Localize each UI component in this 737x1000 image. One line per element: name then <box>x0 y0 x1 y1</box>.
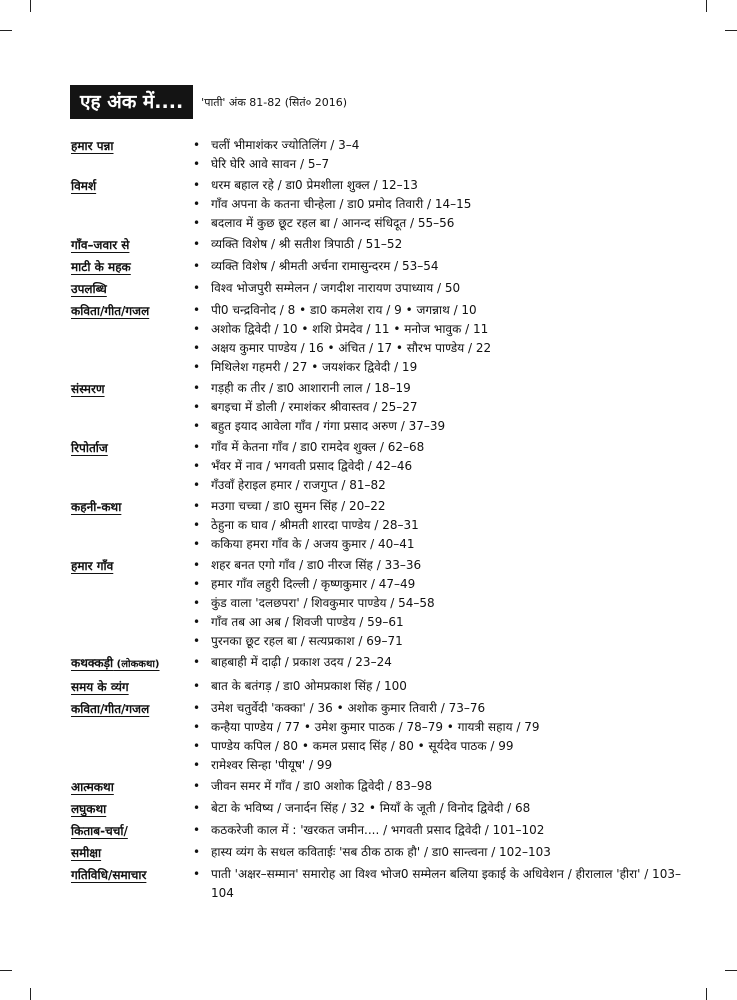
toc-section <box>71 799 681 819</box>
toc-section <box>71 301 681 377</box>
toc-entry <box>193 358 681 377</box>
toc-entry <box>193 195 681 214</box>
toc-entry <box>193 320 681 339</box>
section-entries <box>193 438 681 495</box>
section-title <box>71 821 193 841</box>
section-entries <box>193 821 681 841</box>
bullet-icon: • <box>193 178 201 192</box>
entry-text: शहर बनत एगो गाँव / डा0 नीरज सिंह / 33–36 <box>211 558 422 572</box>
entry-text: बदलाव में कुछ छूट रहल बा / आनन्द संधिदूत / 55–56 <box>211 216 455 230</box>
entry-text: रामेश्वर सिन्हा 'पीयूष' / 99 <box>211 758 333 772</box>
toc-section <box>71 257 681 277</box>
toc-section <box>71 777 681 797</box>
bullet-icon: • <box>193 499 201 513</box>
toc-section <box>71 497 681 554</box>
toc-entry <box>193 756 681 775</box>
entry-text: पाण्डेय कपिल / 80 • कमल प्रसाद सिंह / 80 • सूर्यदेव पाठक / 99 <box>211 739 514 753</box>
entry-text: बगइचा में डोली / रमाशंकर श्रीवास्तव / 25–27 <box>211 400 418 414</box>
bullet-icon: • <box>193 419 201 433</box>
toc-entry <box>193 821 681 840</box>
entry-text: विश्व भोजपुरी सम्मेलन / जगदीश नारायण उपाध्याय / 50 <box>211 281 461 295</box>
entry-text: जीवन समर में गाँव / डा0 अशोक द्विवेदी / 83–98 <box>211 779 433 793</box>
bullet-icon: • <box>193 478 201 492</box>
bullet-icon: • <box>193 679 201 693</box>
entry-text: व्यक्ति विशेष / श्रीमती अर्चना रामासुन्दरम / 53–54 <box>211 259 439 273</box>
section-title-text: कविता/गीत/गजल <box>71 304 150 318</box>
toc-entry <box>193 677 681 696</box>
toc-section <box>71 699 681 775</box>
toc-entry <box>193 535 681 554</box>
section-entries <box>193 257 681 277</box>
entry-text: ठेहुना क घाव / श्रीमती शारदा पाण्डेय / 28–31 <box>211 518 419 532</box>
entry-text: हमार गाँव लहुरी दिल्ली / कृष्णकुमार / 47–49 <box>211 577 416 591</box>
bullet-icon: • <box>193 400 201 414</box>
bullet-icon: • <box>193 303 201 317</box>
toc-entry <box>193 438 681 457</box>
section-title <box>71 301 193 377</box>
entry-text: व्यक्ति विशेष / श्री सतीश त्रिपाठी / 51–52 <box>211 237 403 251</box>
toc-entry <box>193 865 681 903</box>
crop-mark <box>30 0 31 12</box>
toc-entry <box>193 176 681 195</box>
toc-entry <box>193 379 681 398</box>
bullet-icon: • <box>193 720 201 734</box>
section-title <box>71 497 193 554</box>
crop-mark <box>30 988 31 1000</box>
bullet-icon: • <box>193 758 201 772</box>
toc-entry <box>193 476 681 495</box>
toc-entry <box>193 699 681 718</box>
bullet-icon: • <box>193 801 201 815</box>
section-title <box>71 653 193 675</box>
section-entries <box>193 136 681 174</box>
section-title <box>71 136 193 174</box>
bullet-icon: • <box>193 341 201 355</box>
toc-entry <box>193 777 681 796</box>
bullet-icon: • <box>193 615 201 629</box>
section-title-text: समीक्षा <box>71 846 102 860</box>
toc-entry <box>193 556 681 575</box>
entry-text: अशोक द्विवेदी / 10 • शशि प्रेमदेव / 11 • मनोज भावुक / 11 <box>211 322 489 336</box>
toc-section <box>71 556 681 651</box>
section-title-text: संस्मरण <box>71 382 105 396</box>
crop-mark <box>0 30 12 31</box>
toc-entry <box>193 594 681 613</box>
bullet-icon: • <box>193 197 201 211</box>
issue-info: 'पाती' अंक 81-82 (सितं० 2016) <box>201 95 348 109</box>
crop-mark <box>0 970 12 971</box>
entry-text: बाहबाही में दाढ़ी / प्रकाश उदय / 23–24 <box>211 655 392 669</box>
entry-text: उमेश चतुर्वेदी 'कक्का' / 36 • अशोक कुमार तिवारी / 73–76 <box>211 701 486 715</box>
entry-text: ककिया हमरा गाँव के / अजय कुमार / 40–41 <box>211 537 415 551</box>
section-title <box>71 556 193 651</box>
toc-entry <box>193 575 681 594</box>
toc-entry <box>193 799 681 818</box>
crop-mark <box>706 988 707 1000</box>
entry-text: हास्य व्यंग के सधल कविताईः 'सब ठीक ठाक हौ' / डा0 सान्त्वना / 102–103 <box>211 845 551 859</box>
entry-text: चलीं भीमाशंकर ज्योतिलिंग / 3–4 <box>211 138 360 152</box>
section-entries <box>193 699 681 775</box>
section-title-text: माटी के महक <box>71 260 131 274</box>
bullet-icon: • <box>193 237 201 251</box>
section-entries <box>193 497 681 554</box>
section-title <box>71 777 193 797</box>
entry-text: बात के बतंगड़ / डा0 ओमप्रकाश सिंह / 100 <box>211 679 407 693</box>
section-title-text: आत्मकथा <box>71 780 114 794</box>
bullet-icon: • <box>193 322 201 336</box>
section-entries <box>193 176 681 233</box>
bullet-icon: • <box>193 577 201 591</box>
section-entries <box>193 843 681 863</box>
toc-section <box>71 865 681 903</box>
toc-entry <box>193 279 681 298</box>
toc-entry <box>193 136 681 155</box>
toc-entry <box>193 339 681 358</box>
section-title-text: हमार गाँव <box>71 559 114 573</box>
toc-section <box>71 235 681 255</box>
section-title <box>71 865 193 903</box>
entry-text: गँउवाँ हेराइल हमार / राजगुप्त / 81–82 <box>211 478 386 492</box>
bullet-icon: • <box>193 281 201 295</box>
entry-text: मिथिलेश गहमरी / 27 • जयशंकर द्विवेदी / 19 <box>211 360 418 374</box>
toc-entry <box>193 235 681 254</box>
section-title <box>71 799 193 819</box>
toc-entry <box>193 214 681 233</box>
page-header <box>70 85 347 119</box>
entry-text: घेरि घेरि आवे सावन / 5–7 <box>211 157 330 171</box>
toc-entry <box>193 497 681 516</box>
section-title <box>71 257 193 277</box>
section-title-text: कथक्कड़ी <box>71 656 114 670</box>
section-entries <box>193 777 681 797</box>
toc-entry <box>193 718 681 737</box>
bullet-icon: • <box>193 867 201 881</box>
toc-entry <box>193 457 681 476</box>
section-title-text: कहनी-कथा <box>71 500 122 514</box>
bullet-icon: • <box>193 634 201 648</box>
section-entries <box>193 301 681 377</box>
toc-section <box>71 438 681 495</box>
toc-entry <box>193 257 681 276</box>
toc-entry <box>193 155 681 174</box>
section-entries <box>193 799 681 819</box>
entry-text: गाँव में केतना गाँव / डा0 रामदेव शुक्ल / 62–68 <box>211 440 425 454</box>
toc-section <box>71 821 681 841</box>
table-of-contents <box>71 136 681 905</box>
section-entries <box>193 235 681 255</box>
section-title-text: गाँव–जवार से <box>71 238 130 252</box>
bullet-icon: • <box>193 518 201 532</box>
crop-mark <box>725 970 737 971</box>
toc-entry <box>193 843 681 862</box>
section-title-text: किताब-चर्चा/ <box>71 824 128 838</box>
section-title <box>71 279 193 299</box>
section-title-text: उपलब्धि <box>71 282 107 296</box>
bullet-icon: • <box>193 459 201 473</box>
toc-entry <box>193 653 681 672</box>
toc-section <box>71 379 681 436</box>
bullet-icon: • <box>193 360 201 374</box>
bullet-icon: • <box>193 739 201 753</box>
entry-text: बेटा के भविष्य / जनार्दन सिंह / 32 • मियाँ के जूती / विनोद द्विवेदी / 68 <box>211 801 531 815</box>
section-title-text: विमर्श <box>71 179 97 193</box>
bullet-icon: • <box>193 381 201 395</box>
section-title-text: गतिविधि/समाचार <box>71 868 147 882</box>
section-entries <box>193 653 681 675</box>
section-title-text: कविता/गीत/गजल <box>71 702 150 716</box>
bullet-icon: • <box>193 157 201 171</box>
bullet-icon: • <box>193 845 201 859</box>
entry-text: अक्षय कुमार पाण्डेय / 16 • अंचित / 17 • सौरभ पाण्डेय / 22 <box>211 341 492 355</box>
bullet-icon: • <box>193 701 201 715</box>
toc-entry <box>193 417 681 436</box>
section-title-text: हमार पन्ना <box>71 139 114 153</box>
entry-text: पी0 चन्द्रविनोद / 8 • डा0 कमलेश राय / 9 • जगन्नाथ / 10 <box>211 303 477 317</box>
section-entries <box>193 379 681 436</box>
toc-entry <box>193 398 681 417</box>
toc-section <box>71 677 681 697</box>
entry-text: मउगा चच्चा / डा0 सुमन सिंह / 20–22 <box>211 499 386 513</box>
section-entries <box>193 556 681 651</box>
bullet-icon: • <box>193 558 201 572</box>
crop-mark <box>725 30 737 31</box>
toc-entry <box>193 613 681 632</box>
toc-entry <box>193 632 681 651</box>
section-title-text: रिपोर्ताज <box>71 441 108 455</box>
entry-text: कन्हैया पाण्डेय / 77 • उमेश कुमार पाठक / 78–79 • गायत्री सहाय / 79 <box>211 720 540 734</box>
bullet-icon: • <box>193 216 201 230</box>
section-title <box>71 235 193 255</box>
bullet-icon: • <box>193 779 201 793</box>
bullet-icon: • <box>193 138 201 152</box>
section-title <box>71 677 193 697</box>
entry-text: धरम बहाल रहे / डा0 प्रेमशीला शुक्ल / 12–13 <box>211 178 418 192</box>
entry-text: कुंड वाला 'दलछपरा' / शिवकुमार पाण्डेय / 54–58 <box>211 596 435 610</box>
bullet-icon: • <box>193 259 201 273</box>
entry-text: गड़ही क तीर / डा0 आशारानी लाल / 18–19 <box>211 381 411 395</box>
section-title-text: लघुकथा <box>71 802 107 816</box>
section-title <box>71 843 193 863</box>
crop-mark <box>706 0 707 12</box>
bullet-icon: • <box>193 596 201 610</box>
entry-text: पाती 'अक्षर–सम्मान' समारोह आ विश्व भोज0 सम्मेलन बलिया इकाई के अधिवेशन / हीरालाल 'हीरा' / 103–104 <box>211 867 681 900</box>
entry-text: गाँव अपना के कतना चीन्हेला / डा0 प्रमोद तिवारी / 14–15 <box>211 197 472 211</box>
section-entries <box>193 677 681 697</box>
toc-section <box>71 843 681 863</box>
entry-text: बहुत इयाद आवेला गाँव / गंगा प्रसाद अरुण / 37–39 <box>211 419 446 433</box>
section-title <box>71 438 193 495</box>
section-title <box>71 176 193 233</box>
toc-entry <box>193 516 681 535</box>
bullet-icon: • <box>193 440 201 454</box>
section-title-text: समय के व्यंग <box>71 680 129 694</box>
toc-section <box>71 653 681 675</box>
toc-entry <box>193 737 681 756</box>
entry-text: गाँव तब आ अब / शिवजी पाण्डेय / 59–61 <box>211 615 404 629</box>
section-title <box>71 699 193 775</box>
section-entries <box>193 865 681 903</box>
bullet-icon: • <box>193 823 201 837</box>
bullet-icon: • <box>193 655 201 669</box>
page-title: एह अंक में.... <box>70 85 193 119</box>
section-entries <box>193 279 681 299</box>
toc-section <box>71 176 681 233</box>
bullet-icon: • <box>193 537 201 551</box>
section-title <box>71 379 193 436</box>
section-title-suffix: (लोककथा) <box>113 659 160 670</box>
entry-text: कठकरेजी काल में : 'खरकत जमीन.... / भगवती प्रसाद द्विवेदी / 101–102 <box>211 823 545 837</box>
toc-entry <box>193 301 681 320</box>
toc-section <box>71 279 681 299</box>
entry-text: भँवर में नाव / भगवती प्रसाद द्विवेदी / 42–46 <box>211 459 413 473</box>
toc-section <box>71 136 681 174</box>
entry-text: पुरनका छूट रहल बा / सत्यप्रकाश / 69–71 <box>211 634 403 648</box>
